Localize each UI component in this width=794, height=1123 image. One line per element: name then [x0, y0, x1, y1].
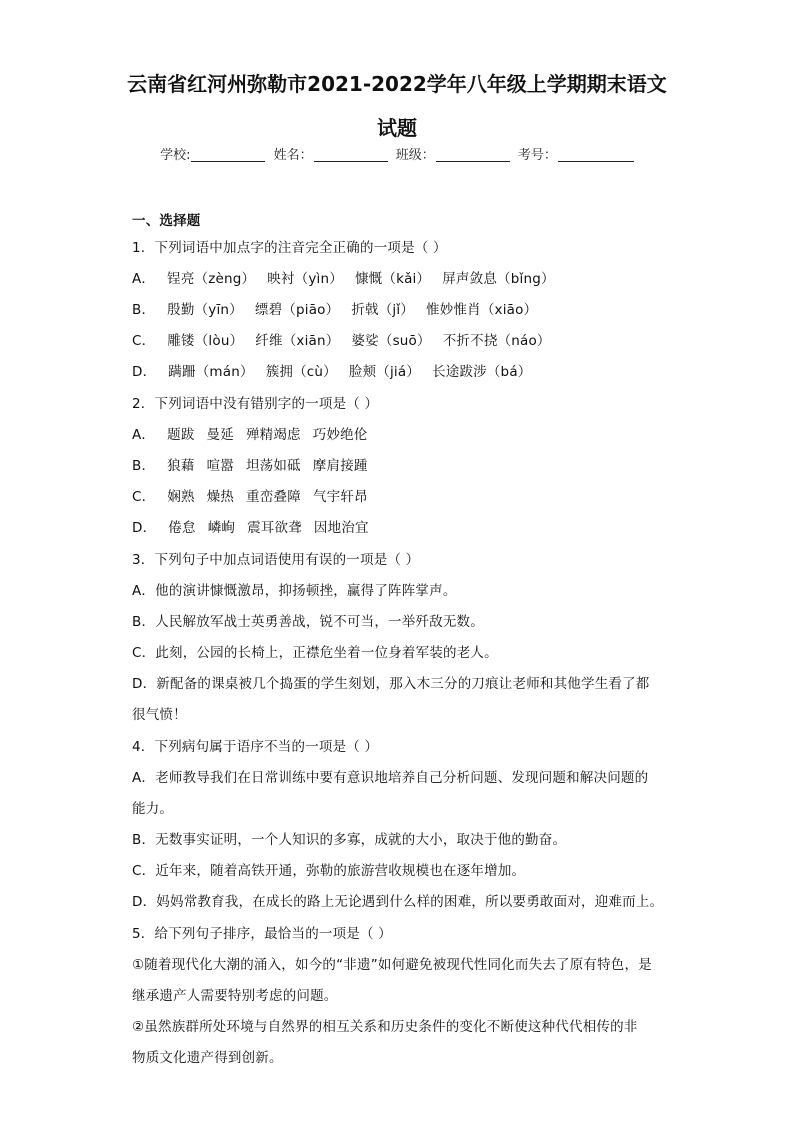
- class-label: 班级：: [395, 148, 435, 163]
- q1-option-b[interactable]: B． 殷勤（yīn） 缥碧（piāo） 折戟（jǐ） 惟妙惟肖（xiāo）: [132, 302, 538, 318]
- q4-option-c[interactable]: C．近年来，随着高铁开通，弥勒的旅游营收规模也在逐年增加。: [132, 863, 526, 879]
- q4-option-d[interactable]: D．妈妈常教育我，在成长的路上无论遇到什么样的困难，所以要勇敢面对，迎难而上。: [132, 894, 664, 910]
- question-3-stem: 3．下列句子中加点词语使用有误的一项是（ ）: [132, 552, 420, 568]
- document-title-line1: 云南省红河州弥勒市2021-2022学年八年级上学期期末语文: [127, 72, 667, 96]
- exam-number-label: 考号：: [517, 148, 557, 163]
- q3-option-b[interactable]: B．人民解放军战士英勇善战，锐不可当，一举歼敌无数。: [132, 614, 484, 630]
- exam-number-blank[interactable]: [558, 149, 634, 162]
- question-4-stem: 4．下列病句属于语序不当的一项是（ ）: [132, 739, 379, 755]
- question-2-stem: 2．下列词语中没有错别字的一项是（ ）: [132, 396, 379, 412]
- q5-sentence-1: ①随着现代化大潮的涌入，如今的“非遗”如何避免被现代性同化而失去了原有特色，是: [132, 957, 652, 973]
- q5-sentence-2-continued: 物质文化遗产得到创新。: [132, 1050, 283, 1066]
- q3-option-d[interactable]: D．新配备的课桌被几个捣蛋的学生刻划，那入木三分的刀痕让老师和其他学生看了都: [132, 676, 650, 692]
- q1-option-a[interactable]: A． 锃亮（zèng） 映衬（yìn） 慷慨（kǎi） 屏声敛息（bǐng）: [132, 271, 555, 287]
- q2-option-c[interactable]: C． 娴熟 燥热 重峦叠障 气宇轩昂: [132, 489, 368, 505]
- name-label: 姓名：: [273, 148, 313, 163]
- class-field[interactable]: [396, 144, 510, 163]
- exam-number-field[interactable]: [518, 144, 634, 163]
- section-heading: 一、选择题: [132, 213, 201, 229]
- student-info-line: [0, 144, 794, 163]
- q2-option-d[interactable]: D． 倦怠 嶙峋 震耳欲聋 因地治宜: [132, 520, 369, 536]
- q3-option-c[interactable]: C．此刻，公园的长椅上，正襟危坐着一位身着军装的老人。: [132, 645, 498, 661]
- school-field[interactable]: [160, 144, 265, 163]
- q3-option-d-continued: 很气愤！: [132, 707, 187, 723]
- document-title-line2: 试题: [377, 116, 417, 140]
- q4-option-b[interactable]: B．无数事实证明，一个人知识的多寡，成就的大小，取决于他的勤奋。: [132, 832, 567, 848]
- question-1-stem: 1．下列词语中加点字的注音完全正确的一项是（ ）: [132, 240, 447, 256]
- q1-option-c[interactable]: C． 雕镂（lòu） 纤维（xiān） 婆娑（suō） 不折不挠（náo）: [132, 333, 551, 349]
- school-label: 学校:: [160, 148, 191, 163]
- name-field[interactable]: [274, 144, 388, 163]
- school-blank[interactable]: [191, 149, 265, 162]
- q2-option-a[interactable]: A． 题跋 曼延 殚精竭虑 巧妙绝伦: [132, 427, 368, 443]
- q4-option-a-continued: 能力。: [132, 801, 174, 817]
- name-blank[interactable]: [314, 149, 388, 162]
- q1-option-d[interactable]: D． 蹒跚（mán） 簇拥（cù） 脸颊（jiá） 长途跋涉（bá）: [132, 364, 532, 380]
- q5-sentence-1-continued: 继承遗产人需要特别考虑的问题。: [132, 988, 338, 1004]
- q3-option-a[interactable]: A．他的演讲慷慨激昂，抑扬顿挫，赢得了阵阵掌声。: [132, 583, 457, 599]
- question-5-stem: 5．给下列句子排序，最恰当的一项是（ ）: [132, 926, 392, 942]
- q2-option-b[interactable]: B． 狼藉 喧嚣 坦荡如砥 摩肩接踵: [132, 458, 368, 474]
- q5-sentence-2: ②虽然族群所处环境与自然界的相互关系和历史条件的变化不断使这种代代相传的非: [132, 1019, 638, 1035]
- q4-option-a[interactable]: A．老师教导我们在日常训练中要有意识地培养自己分析问题、发现问题和解决问题的: [132, 770, 649, 786]
- class-blank[interactable]: [436, 149, 510, 162]
